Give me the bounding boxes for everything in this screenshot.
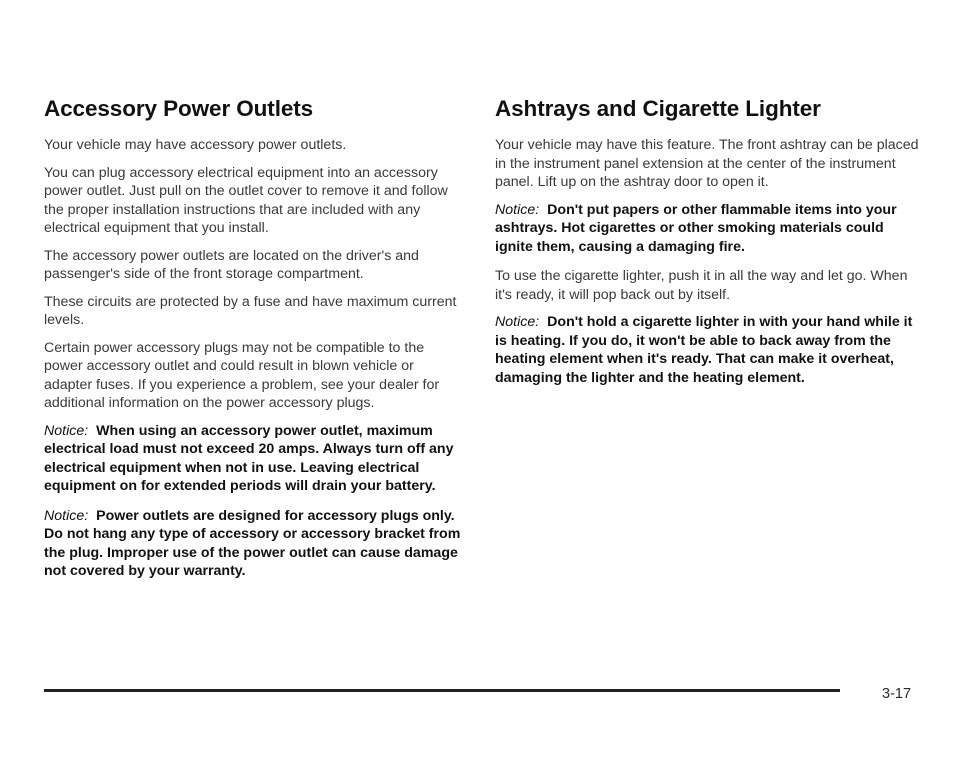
left-column [44, 94, 464, 592]
notice-text: Don't put papers or other flammable items into your ashtrays. Hot cigarettes or other smoking materials could ignite them, causing a damaging fire. [495, 201, 897, 255]
paragraph-plug-in-instructions: You can plug accessory electrical equipment into an accessory power outlet. Just pull on the outlet cover to remove it and follow the proper installation instructions that are included with any electrical equipment that you install. [44, 164, 448, 236]
notice-text: Don't hold a cigarette lighter in with your hand while it is heating. If you do, it won't be able to back away from the heating element when it's ready. That can make it overheat, damaging the lighter and the heating element. [495, 314, 913, 386]
notice-accessory-plugs-only [44, 507, 464, 581]
notice-flammable-items [495, 201, 925, 257]
notice-lighter-overheat [495, 313, 925, 387]
paragraph-ashtray-location: Your vehicle may have this feature. The front ashtray can be placed in the instrument panel extension at the center of the instrument panel. Lift up on the ashtray door to open it. [495, 137, 919, 190]
notice-label: Notice: [495, 314, 540, 330]
paragraph-plug-compatibility: Certain power accessory plugs may not be compatible to the power accessory outlet and could result in blown vehicle or adapter fuses. If you experience a problem, see your dealer for additional information on the power accessory plugs. [44, 339, 440, 411]
notice-label: Notice: [44, 422, 89, 439]
right-column [495, 94, 925, 398]
accessory-power-outlets-heading: Accessory Power Outlets [44, 96, 314, 121]
ashtrays-cigarette-lighter-heading: Ashtrays and Cigarette Lighter [495, 96, 821, 121]
paragraph-availability: Your vehicle may have accessory power outlets. [44, 137, 347, 153]
notice-label: Notice: [44, 507, 89, 524]
paragraph-lighter-usage: To use the cigarette lighter, push it in all the way and let go. When it's ready, it will pop back out by itself. [495, 268, 908, 303]
footer-rule [44, 689, 840, 692]
notice-electrical-load [44, 422, 464, 496]
page-number: 3-17 [882, 686, 912, 702]
paragraph-outlet-location: The accessory power outlets are located on the driver's and passenger's side of the front storage compartment. [44, 247, 419, 282]
notice-label: Notice: [495, 201, 540, 218]
notice-text: Power outlets are designed for accessory plugs only. Do not hang any type of accessory or accessory bracket from the plug. Improper use of the power outlet can cause damage not covered by your warranty. [44, 507, 461, 579]
paragraph-fuse-protection: These circuits are protected by a fuse and have maximum current levels. [44, 293, 457, 328]
notice-text: When using an accessory power outlet, maximum electrical load must not exceed 20 amps. Always turn off any electrical equipment when not in use. Leaving electrical equipment on for extended periods will drain your battery. [44, 422, 454, 494]
